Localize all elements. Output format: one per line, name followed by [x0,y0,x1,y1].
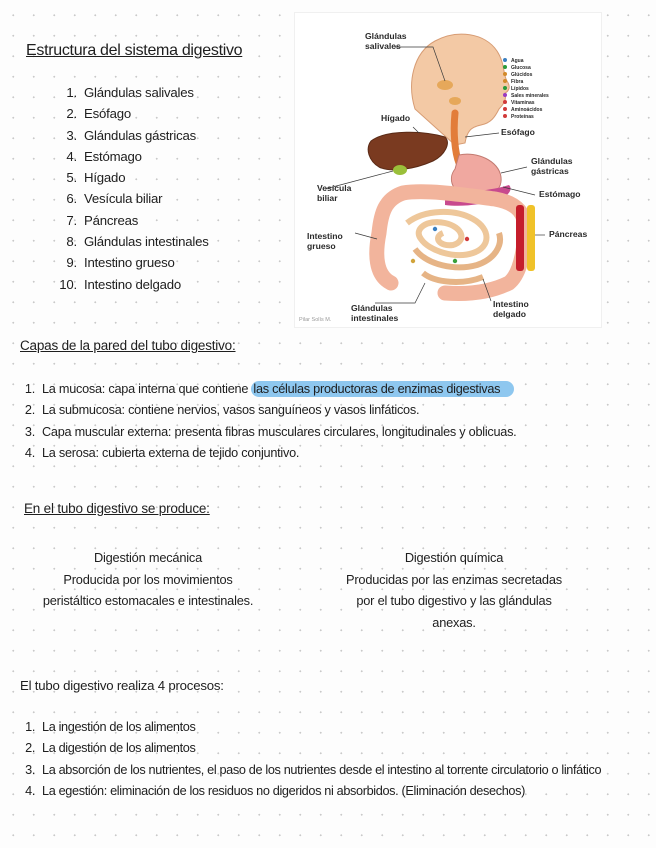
list-item: 9. Intestino grueso [66,255,175,271]
label-esofago: Esófago [501,127,535,137]
chemical-line: Producidas por las enzimas secretadas [346,571,562,587]
mechanical-line: peristáltico estomacales e intestinales. [42,593,254,609]
list-item: 3. Glándulas gástricas [66,127,197,143]
list-item: 1. Glándulas salivales [66,85,194,100]
label-glandulas-intestinales: Glándulas intestinales [351,303,399,323]
list-item: 1. La mucosa: capa interna que contiene las células productoras de enzimas digestivas [42,379,516,400]
layers-heading: Capas de la pared del tubo digestivo: [20,338,236,353]
processes-intro: El tubo digestivo realiza 4 procesos: [20,678,224,693]
mechanical-line: Producida por los movimientos [63,571,233,587]
label-glandulas-salivales: Glándulas salivales [365,31,407,51]
nutrient-legend [511,58,549,120]
nutrient-label: Vitaminas [511,100,535,106]
list-item: 4. Estómago [66,148,142,164]
label-higado: Hígado [381,113,411,123]
label-vesicula-biliar: Vesícula biliar [317,183,352,203]
layers-list [24,379,517,464]
list-item: 8. Glándulas intestinales [66,234,209,250]
label-intestino-delgado: Intestino delgado [493,299,529,319]
nutrient-label: Fibra [511,79,524,85]
list-item: 10. Intestino delgado [59,276,182,292]
list-item: 2. La digestión de los alimentos [25,741,196,756]
nutrient-label: Agua [511,58,524,64]
chemical-line: por el tubo digestivo y las glándulas [356,593,552,609]
list-item: 3. Capa muscular externa: presenta fibras musculares circulares, longitudinales y oblicuas. [24,424,517,439]
list-item: 5. Hígado [66,170,126,186]
digestion-heading: En el tubo digestivo se produce: [24,501,210,516]
list-item: 4. La serosa: cubierta externa de tejido conjuntivo. [24,445,300,460]
chemical-title: Digestión química [404,550,504,565]
nutrient-label: Sales minerales [511,93,549,99]
label-estomago: Estómago [539,189,581,199]
diagram-credit: Pilar Solís M. [299,317,332,323]
nutrient-label: Glúcidos [511,72,533,78]
page-title: Estructura del sistema digestivo [26,42,243,59]
highlighted-text: las células productoras de enzimas digestivas [251,381,514,397]
nutrient-label: Proteínas [511,114,534,120]
nutrient-label: Aminoácidos [511,107,543,113]
label-glandulas-gastricas: Glándulas gástricas [531,156,573,176]
digestive-system-diagram [294,12,602,328]
nutrient-label: Lípidos [511,86,529,92]
mechanical-title: Digestión mecánica [93,550,203,565]
processes-list [25,717,602,802]
list-item: 2. La submucosa: contiene nervios, vasos sanguíneos y vasos linfáticos. [24,403,420,418]
label-intestino-grueso: Intestino grueso [307,231,343,251]
structure-list [59,82,209,295]
list-item: 6. Vesícula biliar [66,191,163,207]
list-item: 3. La absorción de los nutrientes, el paso de los nutrientes desde el intestino al torrente circulatorio o linfático [25,762,602,777]
chemical-line: anexas. [432,615,476,631]
list-item: 2. Esófago [66,106,131,122]
label-pancreas: Páncreas [549,229,588,239]
nutrient-label: Glucosa [511,65,531,71]
digestion-mechanical [30,547,266,612]
digestion-chemical [340,547,568,634]
list-item: 7. Páncreas [66,212,139,228]
list-item: 4. La egestión: eliminación de los residuos no digeridos ni absorbidos. (Eliminación desechos) [25,783,525,798]
list-item: 1. La ingestión de los alimentos [25,720,196,734]
